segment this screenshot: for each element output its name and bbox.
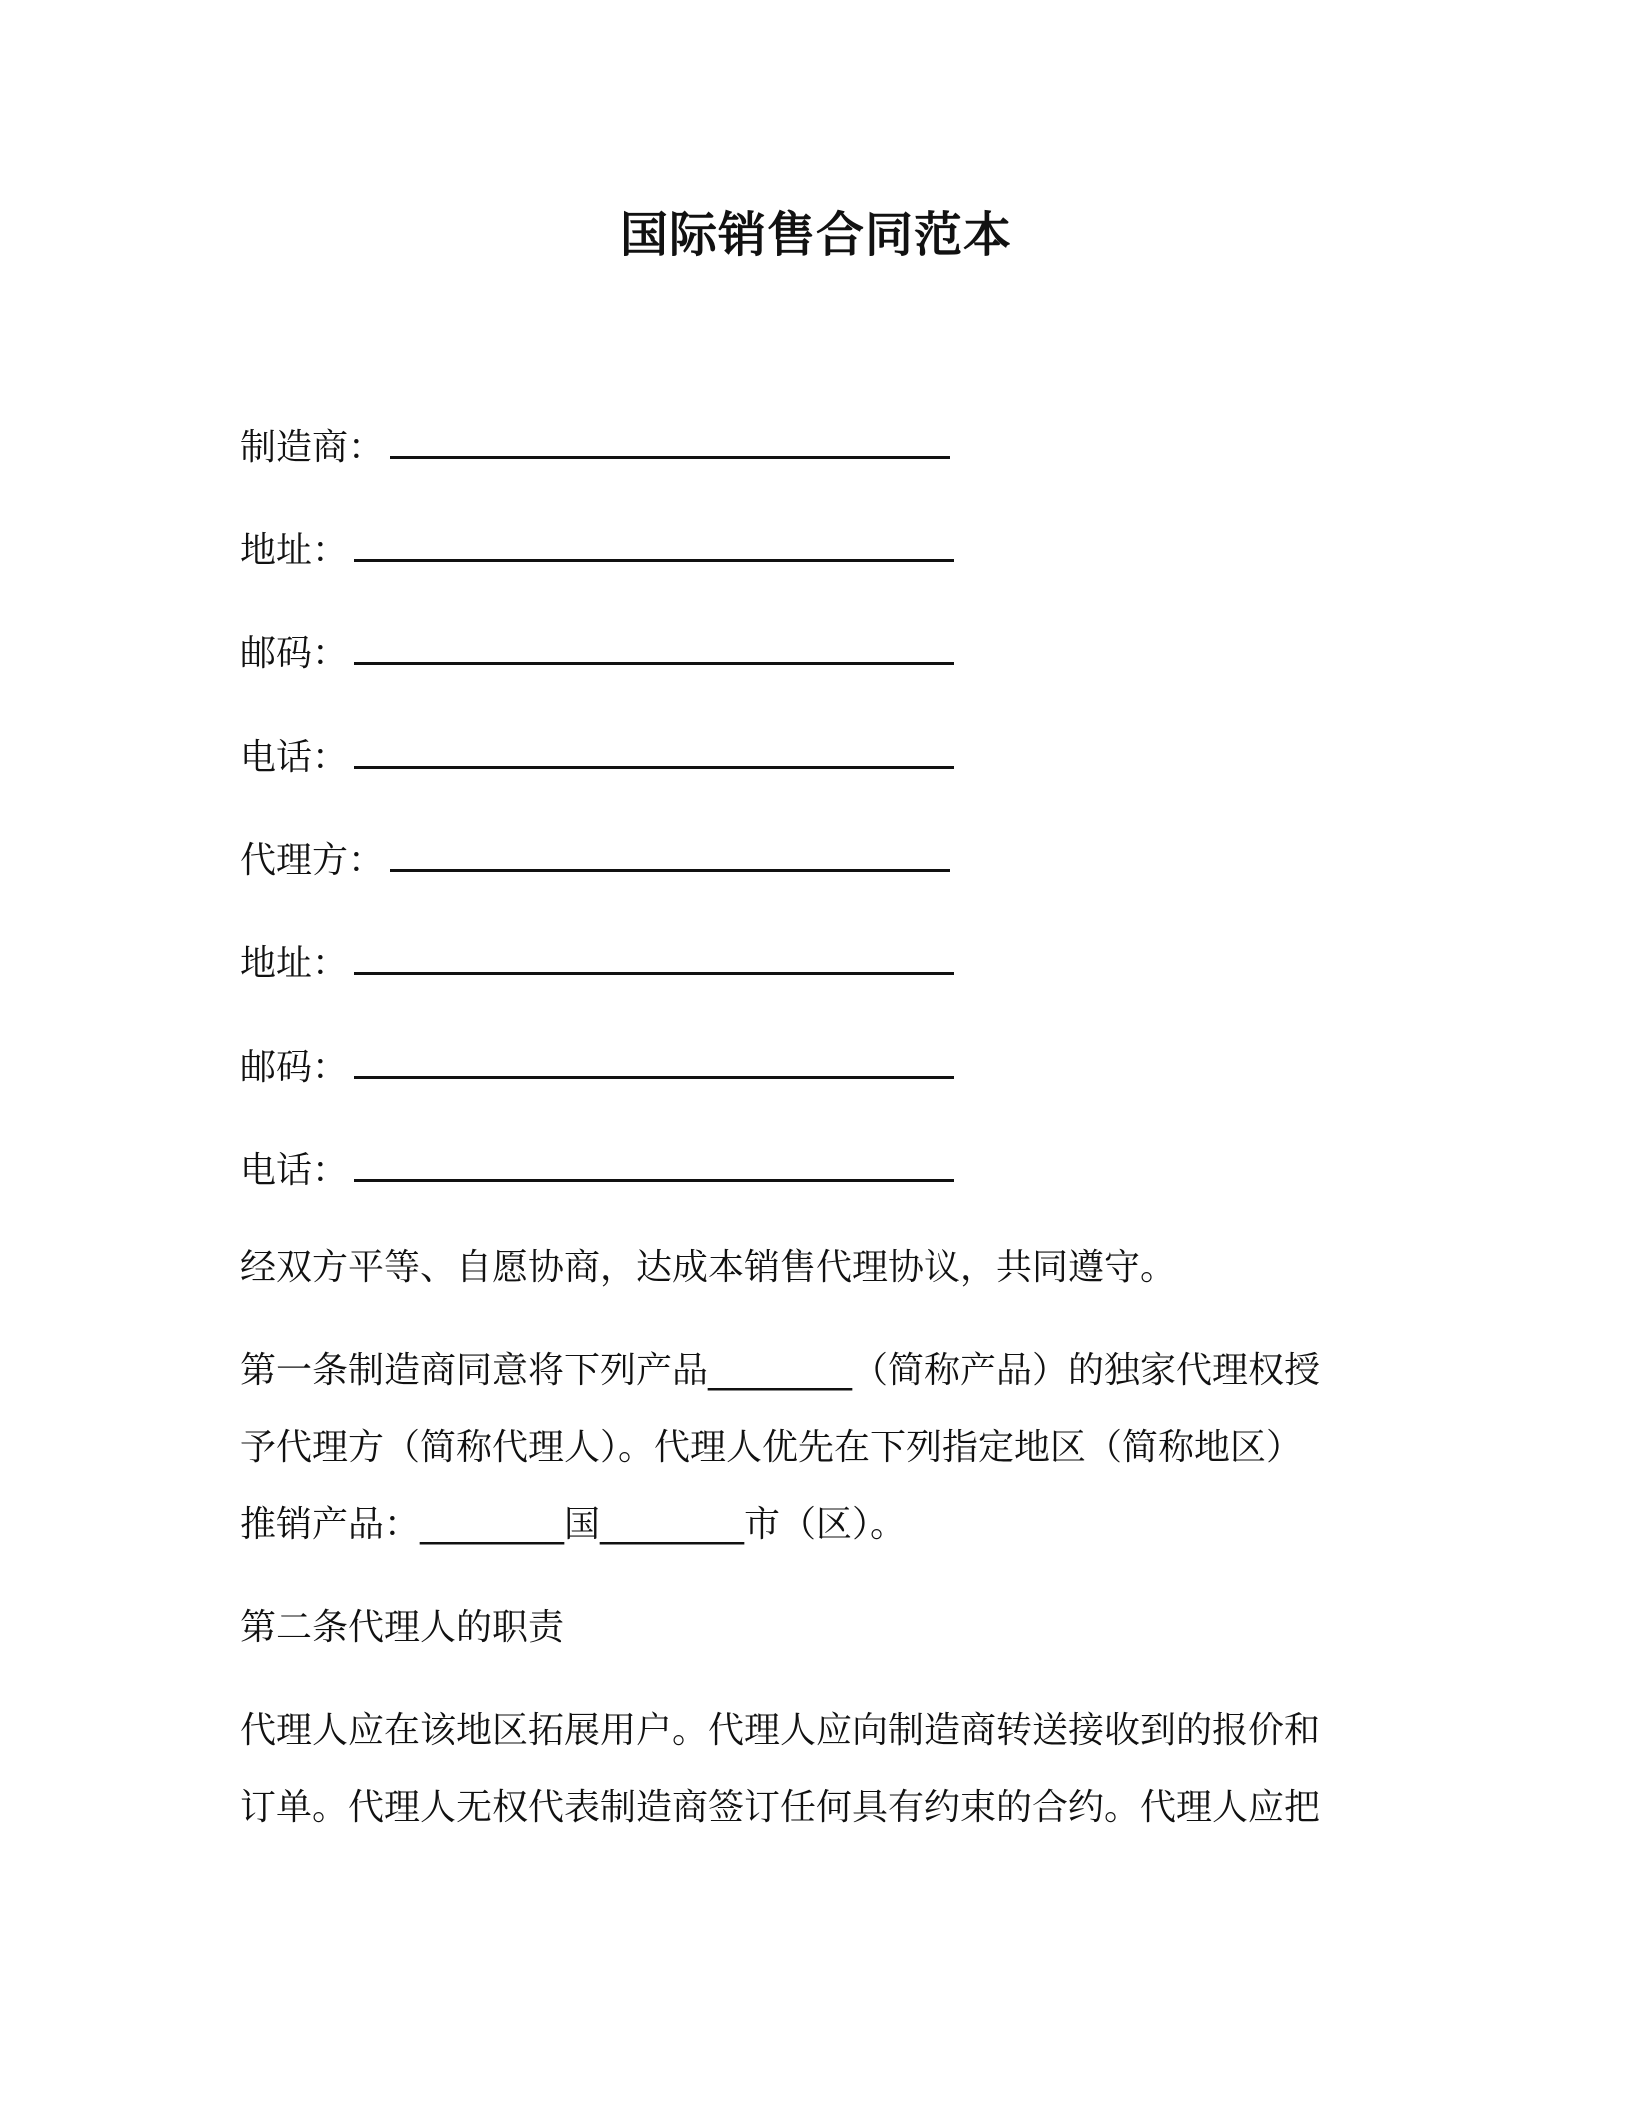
article-2-line-1: 代理人应在该地区拓展用户。代理人应向制造商转送接收到的报价和 bbox=[240, 1710, 1321, 1751]
fill-in-blank[interactable] bbox=[354, 662, 954, 665]
fill-in-blank[interactable] bbox=[354, 1076, 954, 1079]
article-2-heading: 第二条代理人的职责 bbox=[240, 1607, 565, 1648]
fill-in-blank[interactable] bbox=[354, 559, 954, 562]
article-1-line-3: 推销产品：________国________市（区）。 bbox=[240, 1504, 907, 1545]
field-label: 制造商： bbox=[240, 427, 385, 468]
fill-in-blank[interactable] bbox=[354, 972, 954, 975]
field-label: 电话： bbox=[240, 1150, 349, 1191]
agent-address-field[interactable] bbox=[240, 943, 954, 984]
manufacturer-field[interactable] bbox=[240, 427, 950, 468]
field-label: 地址： bbox=[240, 530, 349, 571]
agent-postcode-field[interactable] bbox=[240, 1047, 954, 1088]
article-1-line-2: 予代理方（简称代理人）。代理人优先在下列指定地区（简称地区） bbox=[240, 1427, 1303, 1468]
agent-field[interactable] bbox=[240, 840, 950, 881]
fill-in-blank[interactable] bbox=[354, 766, 954, 769]
manufacturer-address-field[interactable] bbox=[240, 530, 954, 571]
manufacturer-phone-field[interactable] bbox=[240, 737, 954, 778]
field-label: 代理方： bbox=[240, 840, 385, 881]
field-label: 邮码： bbox=[240, 1047, 349, 1088]
agent-phone-field[interactable] bbox=[240, 1150, 954, 1191]
fill-in-blank[interactable] bbox=[354, 1179, 954, 1182]
field-label: 邮码： bbox=[240, 633, 349, 674]
field-label: 电话： bbox=[240, 737, 349, 778]
document-title: 国际销售合同范本 bbox=[619, 207, 1012, 263]
fill-in-blank[interactable] bbox=[390, 869, 950, 872]
article-1-line-1: 第一条制造商同意将下列产品________（简称产品）的独家代理权授 bbox=[240, 1350, 1321, 1391]
fill-in-blank[interactable] bbox=[390, 456, 950, 459]
manufacturer-postcode-field[interactable] bbox=[240, 633, 954, 674]
article-2-line-2: 订单。代理人无权代表制造商签订任何具有约束的合约。代理人应把 bbox=[240, 1787, 1321, 1828]
agreement-intro-text: 经双方平等、自愿协商，达成本销售代理协议，共同遵守。 bbox=[240, 1247, 1177, 1288]
field-label: 地址： bbox=[240, 943, 349, 984]
